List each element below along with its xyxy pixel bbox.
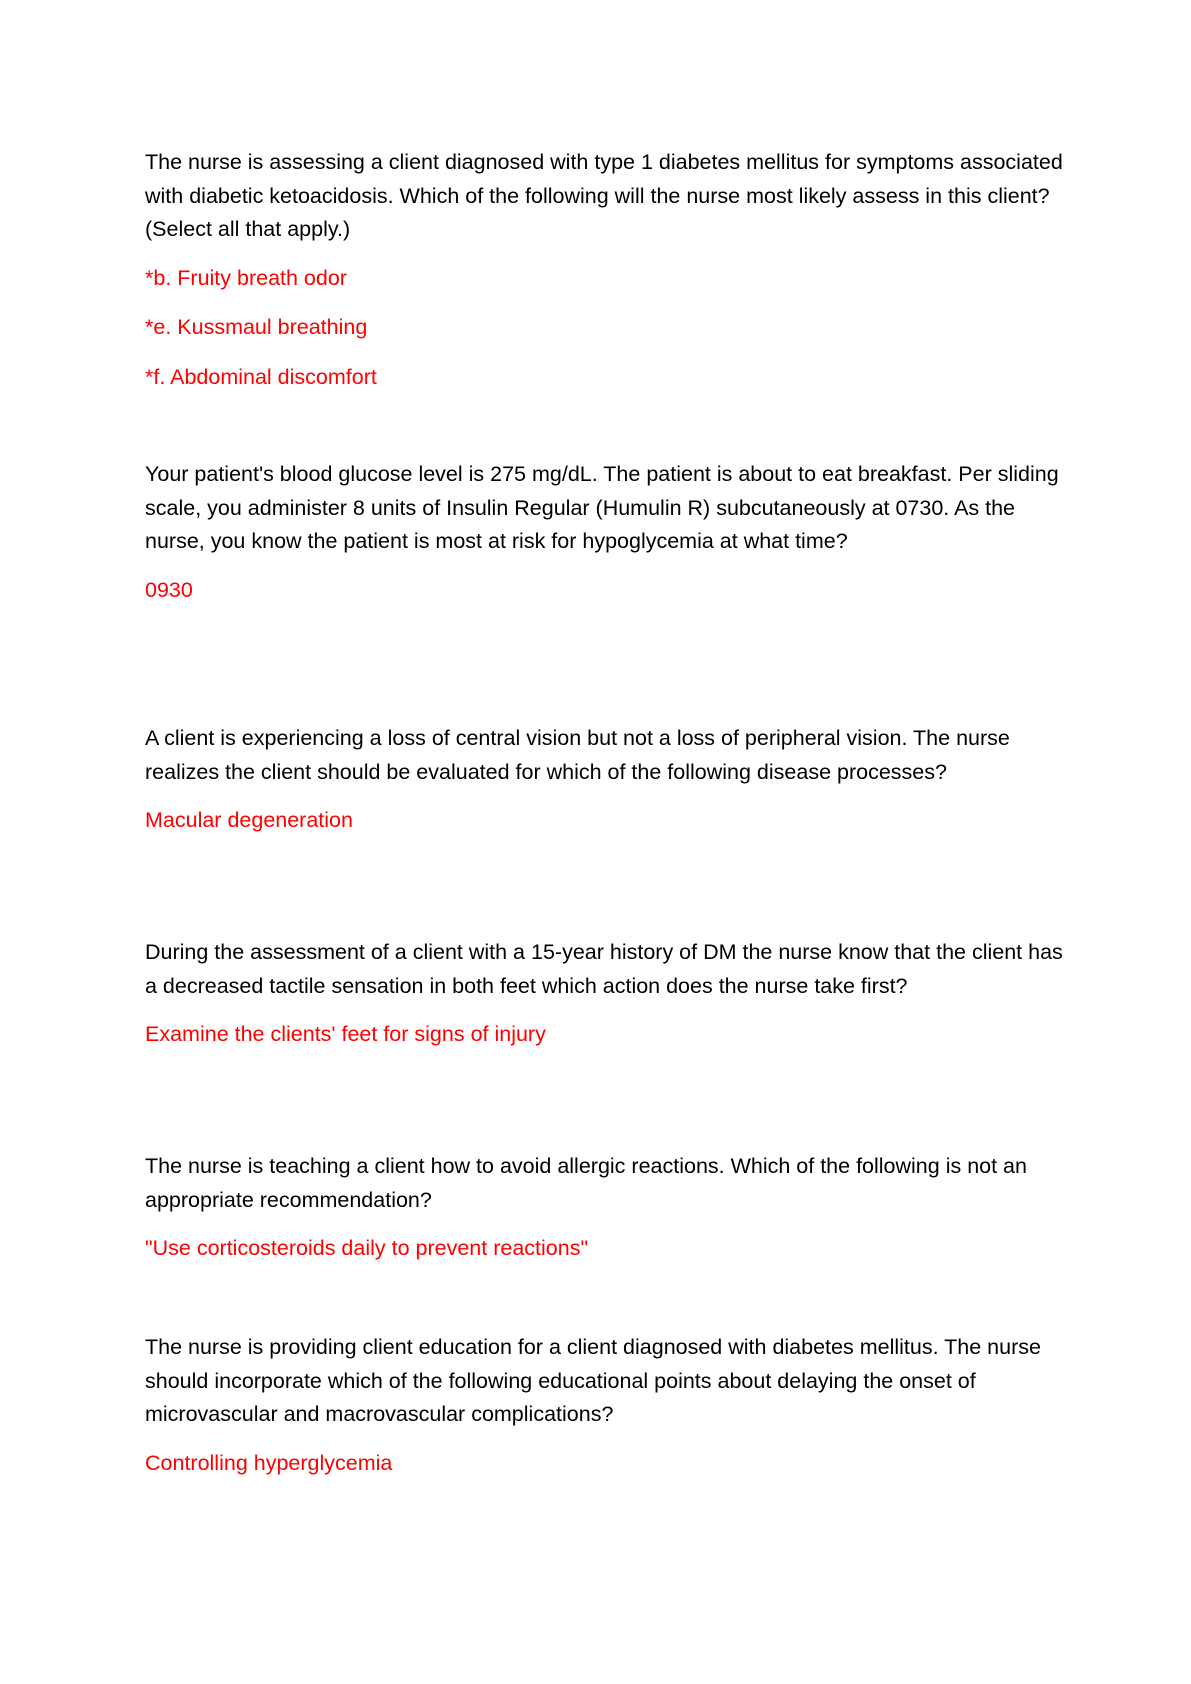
- question-block-6: [145, 1331, 1065, 1480]
- answer-text: Macular degeneration: [145, 808, 353, 832]
- answer-text: Controlling hyperglycemia: [145, 1450, 393, 1475]
- answer-list: [145, 574, 1065, 608]
- question-block-3: [145, 722, 1065, 838]
- answer-text: 0930: [145, 577, 193, 602]
- question-text: The nurse is providing client education for a client diagnosed with diabetes mellitus. The nurse should incorporate which of the following educational points about delaying the onset of microvascular and macrovascular complications?: [145, 1335, 1041, 1426]
- answer-list: [145, 804, 1065, 838]
- question-block-5: [145, 1150, 1065, 1266]
- answer-text: Examine the clients' feet for signs of injury: [145, 1022, 546, 1046]
- question-text: During the assessment of a client with a 15-year history of DM the nurse know that the client has a decreased tactile sensation in both feet which action does the nurse take first?: [145, 940, 1063, 998]
- question-text: Your patient's blood glucose level is 275 mg/dL. The patient is about to eat breakfast. Per sliding scale, you administer 8 units of Insulin Regular (Humulin R) subcutaneously at 0730. As the nurse, you know the patient is most at risk for hypoglycemia at what time?: [145, 462, 1059, 553]
- answer-text: *b. Fruity breath odor: [145, 265, 347, 290]
- question-text: A client is experiencing a loss of central vision but not a loss of peripheral vision. The nurse realizes the client should be evaluated for which of the following disease processes?: [145, 726, 1010, 784]
- question-text: The nurse is teaching a client how to avoid allergic reactions. Which of the following is not an appropriate recommendation?: [145, 1154, 1027, 1212]
- question-block-4: [145, 936, 1065, 1052]
- question-text: The nurse is assessing a client diagnosed with type 1 diabetes mellitus for symptoms associated with diabetic ketoacidosis. Which of the following will the nurse most likely assess in this client? (Select all that apply.): [145, 150, 1063, 241]
- question-block-2: [145, 458, 1065, 607]
- answer-list: [145, 262, 1065, 395]
- answer-list: [145, 1018, 1065, 1052]
- answer-text: "Use corticosteroids daily to prevent reactions": [145, 1236, 589, 1260]
- answer-text: *e. Kussmaul breathing: [145, 315, 368, 339]
- answer-list: [145, 1447, 1065, 1481]
- answer-list: [145, 1232, 1065, 1266]
- answer-text: *f. Abdominal discomfort: [145, 364, 377, 389]
- question-block-1: [145, 146, 1065, 394]
